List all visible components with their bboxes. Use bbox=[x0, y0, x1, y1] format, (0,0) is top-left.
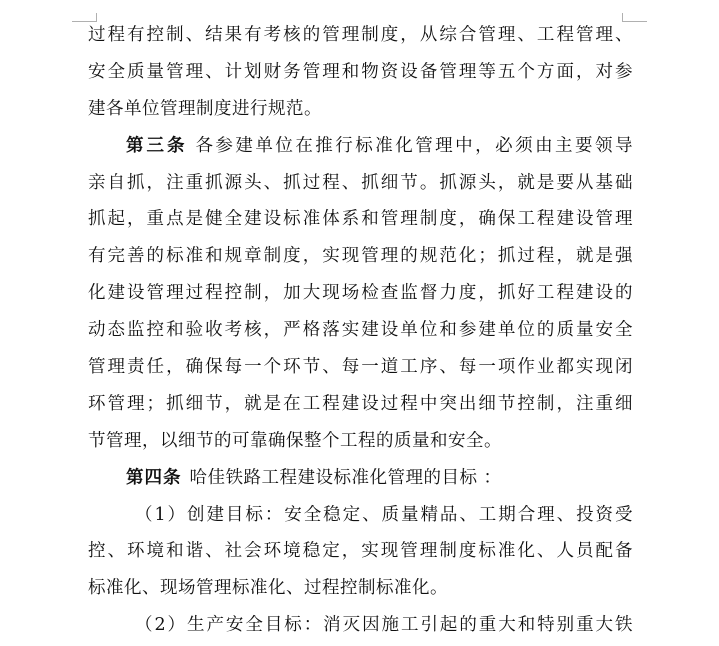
article-3-text: 各参建单位在推行标准化管理中，必须由主要领导 bbox=[195, 135, 633, 156]
text-line: 管理责任，确保每一个环节、每一道工序、每一项作业都实现闭 bbox=[88, 357, 633, 378]
text-line: 标准化、现场管理标准化、过程控制标准化。 bbox=[88, 578, 448, 599]
text-line: 有完善的标准和规章制度，实现管理的规范化；抓过程，就是强 bbox=[88, 246, 633, 267]
text-line: 化建设管理过程控制，加大现场检查监督力度，抓好工程建设的 bbox=[88, 283, 633, 304]
article-4-text: 哈佳铁路工程建设标准化管理的目标 ： bbox=[189, 467, 502, 488]
text-line: 亲自抓，注重抓源头、抓过程、抓细节。抓源头，就是要从基础 bbox=[88, 172, 633, 193]
text-line: 环管理；抓细节，就是在工程建设过程中突出细节控制，注重细 bbox=[88, 393, 633, 414]
text-line: 安全质量管理、计划财务管理和物资设备管理等五个方面，对参 bbox=[88, 61, 633, 82]
article-4-heading-line bbox=[88, 460, 633, 497]
text-line: 节管理，以细节的可靠确保整个工程的质量和安全。 bbox=[88, 430, 502, 451]
article-3-heading-line bbox=[88, 128, 633, 165]
document-body bbox=[88, 17, 633, 644]
text-line: （2）生产安全目标：消灭因施工引起的重大和特别重大铁 bbox=[135, 615, 633, 636]
text-line: 建各单位管理制度进行规范。 bbox=[88, 98, 322, 119]
text-line: 过程有控制、结果有考核的管理制度，从综合管理、工程管理、 bbox=[88, 25, 633, 45]
text-line: 控、环境和谐、社会环境稳定，实现管理制度标准化、人员配备 bbox=[88, 541, 633, 562]
article-3-label: 第三条 bbox=[126, 135, 188, 156]
text-line: 动态监控和验收考核，严格落实建设单位和参建单位的质量安全 bbox=[88, 320, 633, 341]
text-line: 抓起，重点是健全建设标准体系和管理制度，确保工程建设管理 bbox=[88, 209, 633, 230]
text-line: （1）创建目标：安全稳定、质量精品、工期合理、投资受 bbox=[135, 504, 633, 525]
article-4-label: 第四条 bbox=[126, 467, 182, 488]
